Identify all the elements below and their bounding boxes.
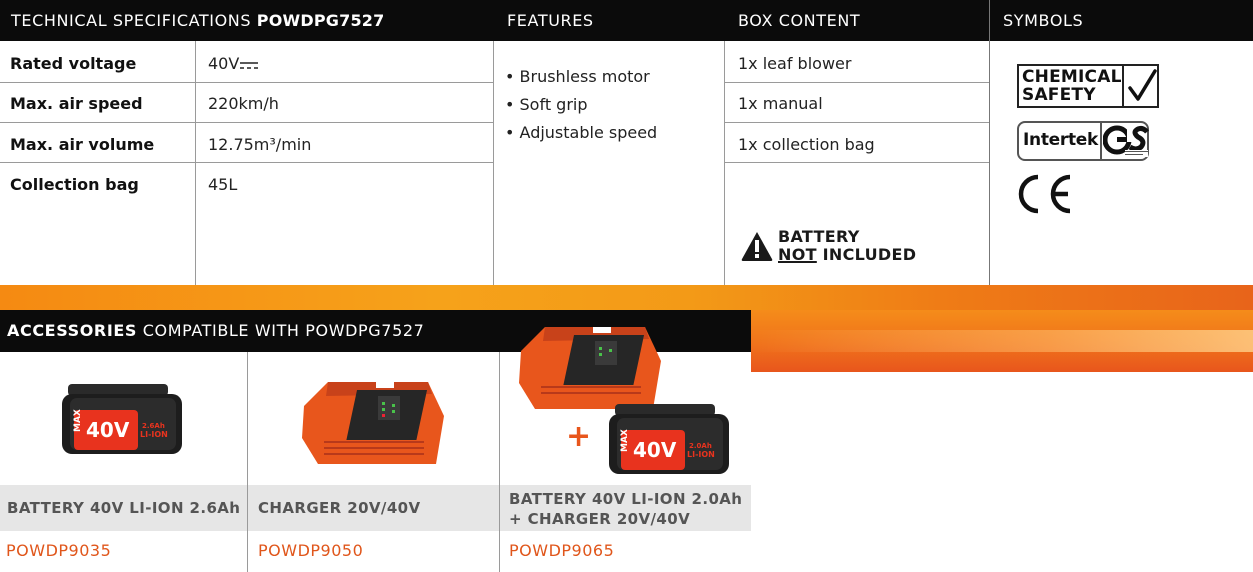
spec-table (0, 0, 1253, 285)
battery-not-included-notice (741, 228, 916, 264)
box-item: 1x manual (738, 94, 823, 113)
accessory-name-line-1: BATTERY 40V LI-ION 2.0Ah (509, 490, 743, 508)
divider (724, 162, 989, 163)
accessory-code[interactable]: POWDP9050 (258, 541, 364, 560)
divider (0, 82, 493, 83)
spec-label-air-volume: Max. air volume (10, 135, 155, 154)
gs-mark-icon (1103, 123, 1149, 159)
battery-max-label: MAX (620, 429, 630, 452)
chemical-safety-logo (1017, 64, 1159, 108)
battery-capacity-label: 2.6Ah (142, 422, 165, 430)
dc-symbol-icon (240, 59, 258, 71)
combo-battery-image (607, 402, 733, 476)
warning-text (778, 228, 916, 264)
divider (0, 162, 493, 163)
chemical-line-2: SAFETY (1022, 85, 1096, 105)
warning-line-2 (778, 246, 916, 264)
symbols-header: SYMBOLS (990, 0, 1253, 41)
warning-included: INCLUDED (816, 245, 917, 264)
accessory-card-charger[interactable] (248, 352, 499, 572)
accessory-name (509, 489, 742, 529)
warning-line-1: BATTERY (778, 227, 860, 246)
divider (0, 122, 493, 123)
intertek-gs-logo (1017, 121, 1149, 161)
spec-value-rated-voltage (208, 54, 258, 73)
tech-spec-header (0, 0, 493, 41)
tech-spec-model: POWDPG7527 (256, 11, 385, 30)
plus-icon: + (566, 419, 592, 454)
spec-value-air-volume: 12.75m³/min (208, 135, 312, 154)
intertek-separator (1100, 121, 1102, 161)
divider (724, 41, 725, 285)
feature-item: • Adjustable speed (505, 123, 658, 142)
spec-label-rated-voltage: Rated voltage (10, 54, 137, 73)
accessory-card-battery[interactable] (0, 352, 247, 572)
divider (493, 41, 494, 285)
warning-not: NOT (778, 245, 817, 264)
accessory-name-line-2: + CHARGER 20V/40V (509, 510, 691, 528)
warning-icon (741, 231, 773, 261)
box-content-header: BOX CONTENT (724, 0, 989, 41)
divider (724, 82, 989, 83)
battery-40v-label: 40V (86, 418, 130, 442)
chemical-separator (1122, 66, 1124, 106)
feature-item: • Brushless motor (505, 67, 650, 86)
divider (989, 0, 990, 285)
checkmark-icon (1126, 66, 1158, 106)
box-item: 1x leaf blower (738, 54, 852, 73)
spec-value-air-speed: 220km/h (208, 94, 279, 113)
accessory-name: CHARGER 20V/40V (258, 499, 421, 517)
tech-spec-header-prefix: TECHNICAL SPECIFICATIONS (11, 11, 257, 30)
charger-image (298, 376, 448, 470)
accessories-header-bold: ACCESSORIES (7, 321, 138, 340)
accessory-name: BATTERY 40V LI-ION 2.6Ah (7, 499, 241, 517)
battery-type-label: LI-ION (140, 430, 168, 439)
battery-capacity-label: 2.0Ah (689, 442, 712, 450)
accessory-code[interactable]: POWDP9065 (509, 541, 615, 560)
battery-max-label: MAX (73, 409, 83, 432)
accessories-header-rest: COMPATIBLE WITH POWDPG7527 (137, 321, 425, 340)
orange-band-highlight (751, 330, 1253, 352)
ce-mark-icon (1014, 172, 1076, 216)
intertek-text: Intertek (1023, 130, 1099, 150)
orange-band (0, 285, 1253, 310)
battery-image (60, 382, 186, 456)
accessory-card-combo[interactable] (500, 352, 751, 572)
spec-value-text: 40V (208, 54, 240, 73)
box-item: 1x collection bag (738, 135, 875, 154)
divider (195, 41, 196, 285)
feature-item: • Soft grip (505, 95, 588, 114)
spec-value-collection-bag: 45L (208, 175, 238, 194)
accessory-code[interactable]: POWDP9035 (6, 541, 112, 560)
divider (724, 122, 989, 123)
battery-type-label: LI-ION (687, 450, 715, 459)
battery-40v-label: 40V (633, 438, 677, 462)
chemical-safety-text (1022, 68, 1122, 104)
features-header: FEATURES (493, 0, 724, 41)
chemical-line-1: CHEMICAL (1022, 67, 1122, 87)
spec-label-collection-bag: Collection bag (10, 175, 139, 194)
spec-label-air-speed: Max. air speed (10, 94, 143, 113)
